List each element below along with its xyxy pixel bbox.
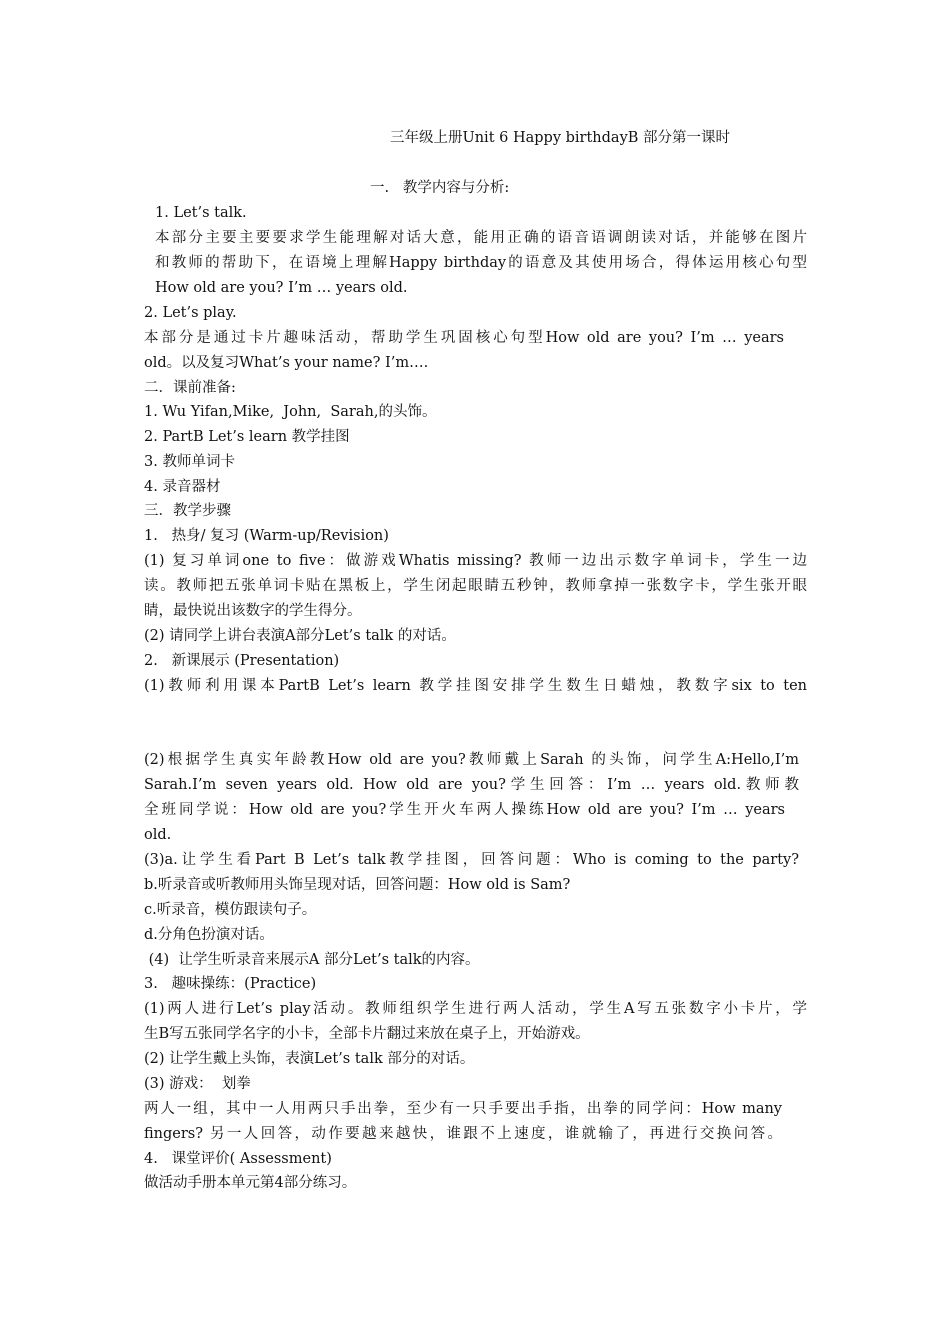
step-2-line: d.分角色扮演对话。 <box>144 927 274 943</box>
step-3-line: (1)两人进行Let’s play活动。教师组织学生进行两人活动，学生A写五张数字小卡片，学 <box>144 1001 807 1017</box>
section-1-item-1-title: 1. Let’s talk. <box>155 205 247 221</box>
step-2-line: Sarah.I’m seven years old. How old are you?学生回答：I’m … years old.教师教 <box>144 777 799 793</box>
step-3-line: (2) 让学生戴上头饰，表演Let’s talk 部分的对话。 <box>144 1051 475 1067</box>
step-3-line: 两人一组，其中一人用两只手出拳，至少有一只手要出手指，出拳的同学问：How many <box>144 1101 782 1117</box>
section-2-item: 3. 教师单词卡 <box>144 454 235 470</box>
document-title: 三年级上册Unit 6 Happy birthdayB 部分第一课时 <box>390 130 731 146</box>
step-2-title: 2. 新课展示 (Presentation) <box>144 653 340 669</box>
section-2-item: 2. PartB Let’s learn 教学挂图 <box>144 429 350 445</box>
section-1-heading: 一. 教学内容与分析: <box>370 180 510 196</box>
step-3-line: fingers? 另一人回答，动作要越来越快，谁跟不上速度，谁就输了，再进行交换问答。 <box>144 1126 782 1142</box>
step-1-line: 读。教师把五张单词卡贴在黑板上，学生闭起眼睛五秒钟，教师拿掉一张数字卡，学生张开眼 <box>144 578 807 594</box>
step-1-line: (2) 请同学上讲台表演A部分Let’s talk 的对话。 <box>144 628 456 644</box>
section-1-item-1-body-line: 本部分主要主要要求学生能理解对话大意，能用正确的语音语调朗读对话，并能够在图片 <box>155 230 807 246</box>
step-1-line: 睛，最快说出该数字的学生得分。 <box>144 603 362 619</box>
section-1-item-1-body-line: 和教师的帮助下，在语境上理解Happy birthday的语意及其使用场合，得体运用核心句型 <box>155 255 807 271</box>
section-3-heading: 三．教学步骤 <box>144 503 231 519</box>
step-2-line: (3)a.让学生看Part B Let’s talk教学挂图，回答问题：Who is coming to the party? <box>144 852 799 868</box>
step-3-line: 生B写五张同学名字的小卡，全部卡片翻过来放在桌子上，开始游戏。 <box>144 1026 590 1042</box>
section-2-item: 4. 录音器材 <box>144 479 221 495</box>
step-1-title: 1. 热身/ 复习 (Warm-up/Revision) <box>144 528 389 544</box>
step-2-line: 全班同学说：How old are you?学生开火车两人操练How old are you? I’m … years <box>144 802 785 818</box>
step-2-line: (1)教师利用课本PartB Let’s learn 教学挂图安排学生数生日蜡烛，教数字six to ten <box>144 678 807 694</box>
step-4-title: 4. 课堂评价( Assessment) <box>144 1151 332 1167</box>
step-4-line: 做活动手册本单元第4部分练习。 <box>144 1175 357 1191</box>
step-2-line: c.听录音，模仿跟读句子。 <box>144 902 317 918</box>
section-1-item-2-title: 2. Let’s play. <box>144 305 237 321</box>
section-2-heading: 二．课前准备: <box>144 380 236 396</box>
section-1-item-2-body-line: old。以及复习What’s your name? I’m…. <box>144 355 429 371</box>
step-2-line: b.听录音或听教师用头饰呈现对话，回答问题：How old is Sam? <box>144 877 571 893</box>
step-3-title: 3. 趣味操练：(Practice) <box>144 976 317 992</box>
step-2-line: old. <box>144 827 172 843</box>
step-1-line: (1) 复习单词one to five：做游戏Whatis missing? 教师一边出示数字单词卡，学生一边 <box>144 553 807 569</box>
step-2-line: (4) 让学生听录音来展示A 部分Let’s talk的内容。 <box>144 952 480 968</box>
step-3-line: (3) 游戏： 划拳 <box>144 1076 251 1092</box>
section-1-item-2-body-line: 本部分是通过卡片趣味活动，帮助学生巩固核心句型How old are you? I’m … years <box>144 330 784 346</box>
step-2-line: (2)根据学生真实年龄教How old are you?教师戴上Sarah 的头饰，问学生A:Hello,I’m <box>144 752 799 768</box>
section-2-item: 1. Wu Yifan,Mike, John, Sarah,的头饰。 <box>144 404 437 420</box>
section-1-item-1-body-line: How old are you? I’m … years old. <box>155 280 408 296</box>
